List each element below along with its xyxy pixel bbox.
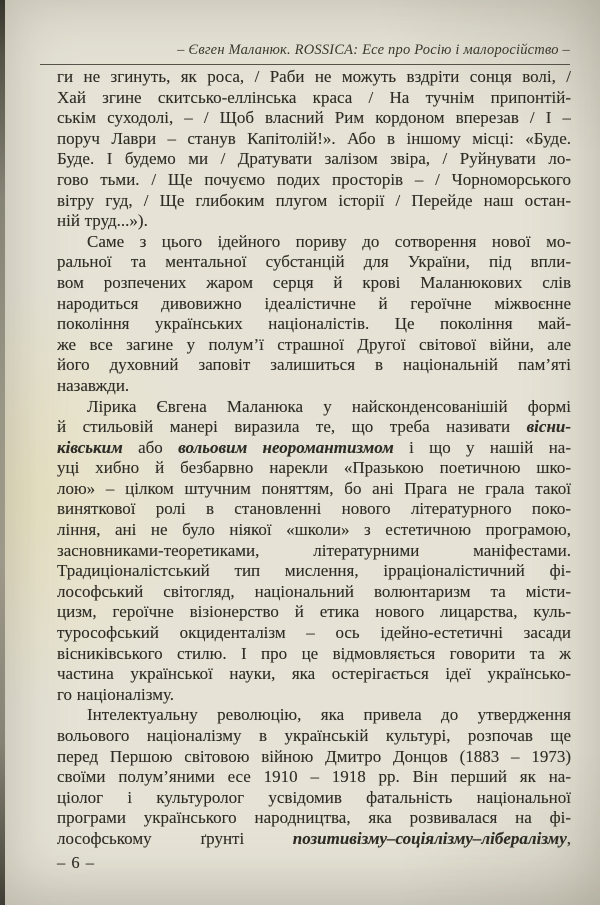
text-line [57,747,571,768]
text-segment: ральної та ментальної субстанцій для України, під впли- [57,252,571,272]
text-line [57,211,571,232]
text-line [57,67,571,88]
text-segment: Традиціоналістський тип мислення, ірраціоналістичний фі- [57,561,571,581]
text-segment: вом розпечених жаром серця й крові Маланюкових слів [57,272,571,292]
text-line [57,685,571,706]
text-segment: засновниками-теоретиками, літературними маніфестами. [57,540,571,560]
text-segment: Хай згине скитсько-еллінська краса / На тучнім припонтій- [57,87,571,107]
text-segment: Інтелектуальну революцію, яка привела до утвердження [87,705,571,725]
text-line [57,541,571,562]
text-segment: назавжди. [57,375,130,395]
text-line [57,252,571,273]
text-segment: перед Першою світовою війною Дмитро Донцов (1883 – 1973) [57,746,571,766]
emphasized-term: вісни- [526,417,571,437]
emphasized-term: вольовим неоромантизмом [178,437,394,457]
text-segment: же все загине у полум’ї страшної Другої світової війни, але [57,334,571,354]
text-segment: вісниківського стилю. І про це відмовляється говорити та ж [57,643,571,663]
text-line [57,88,571,109]
text-line [57,355,571,376]
text-line [57,664,571,685]
text-line [57,705,571,726]
text-line [57,520,571,541]
text-line [57,376,571,397]
text-line [57,129,571,150]
text-line [57,561,571,582]
text-line [57,623,571,644]
text-segment: його духовний заповіт залишиться в національній пам’яті [57,355,571,375]
text-segment: лософський світогляд, національний волюнтаризм та місти- [57,581,571,601]
text-line [57,273,571,294]
text-segment: і що у нашій на- [393,437,571,457]
body-text [57,67,571,850]
text-segment: або [122,437,179,457]
text-line [57,644,571,665]
text-line [57,458,571,479]
text-line [57,602,571,623]
text-segment: го націоналізму. [57,684,175,704]
text-line [57,499,571,520]
text-segment: Буде. І будемо ми / Дратувати залізом звіра, / Руйнувати ло- [57,149,571,169]
text-line [57,170,571,191]
text-line [57,417,571,438]
book-binding-edge-shadow [0,0,5,905]
emphasized-term: ківським [57,437,123,457]
text-segment: вітру гуд, / Ще глибоким плугом історії / Перейде наш остан- [57,190,571,210]
text-segment: програми українського народництва, яка розвивалася на фі- [57,808,571,828]
text-line [57,582,571,603]
text-segment: лософському ґрунті [57,828,293,848]
text-segment: частина української науки, яка остерігається ідеї українсько- [57,664,571,684]
text-line [57,808,571,829]
text-segment: ній труд...»). [57,211,148,231]
text-line [57,191,571,212]
text-line [57,397,571,418]
text-segment: ги не згинуть, як роса, / Раби не можуть вздріти сонця волі, / [57,67,571,86]
text-segment: ціолог і культуролог усвідомив фатальність національної [57,787,571,807]
text-segment: своїми полум’яними есе 1910 – 1918 рр. Він перший як на- [57,767,571,787]
text-segment: виняткової ролі в становленні нового літературного поко- [57,499,571,519]
text-line [57,438,571,459]
text-segment: турософський окциденталізм – ось ідейно-естетичні засади [57,623,571,643]
text-segment: покоління українських націоналістів. Це покоління май- [57,314,571,334]
text-line [57,149,571,170]
text-line [57,335,571,356]
text-line [57,108,571,129]
text-segment: ськім суходолі, – / Щоб власний Рим кордоном вперезав / І – [57,108,571,128]
text-segment: , [566,828,571,848]
text-segment: лою» – цілком штучним поняттям, бо ані Прага не грала такої [57,478,571,498]
text-segment: цизм, героїчне візіонерство й етика нового лицарства, куль- [57,602,571,622]
text-line [57,314,571,335]
page-number: – 6 – [57,853,95,872]
text-line [57,829,571,850]
text-segment: уці хибно й безбарвно нарекли «Празькою поетичною шко- [57,458,571,478]
text-line [57,479,571,500]
text-segment: поруч Лаври – станув Капітолій!». Або в іншому місці: «Буде. [57,128,571,148]
text-segment: гово тьми. / Ще почуємо подих просторів – / Чорноморського [57,169,571,189]
text-segment: вольового націоналізму в українській культурі, розпочав ще [57,726,571,745]
text-line [57,788,571,809]
text-segment: Лірика Євгена Маланюка у найсконденсованішій формі [87,396,571,416]
text-line [57,232,571,253]
running-head: – Євген Маланюк. ROSSICA: Есе про Росію і малоросійство – [40,42,570,65]
text-line [57,294,571,315]
text-segment: ління, ані не було ніякої «школи» з естетичною програмою, [57,520,571,540]
text-line [57,726,571,747]
text-line [57,767,571,788]
text-segment: й стильовій манері виразила те, що треба називати [57,417,527,437]
text-segment: Саме з цього ідейного пориву до сотворення нової мо- [87,231,571,251]
text-segment: народиться дивовижно ідеалістичне й героїчне міжвоєнне [57,293,571,313]
emphasized-term: позитивізму–соціялізму–лібералізму [292,828,567,848]
